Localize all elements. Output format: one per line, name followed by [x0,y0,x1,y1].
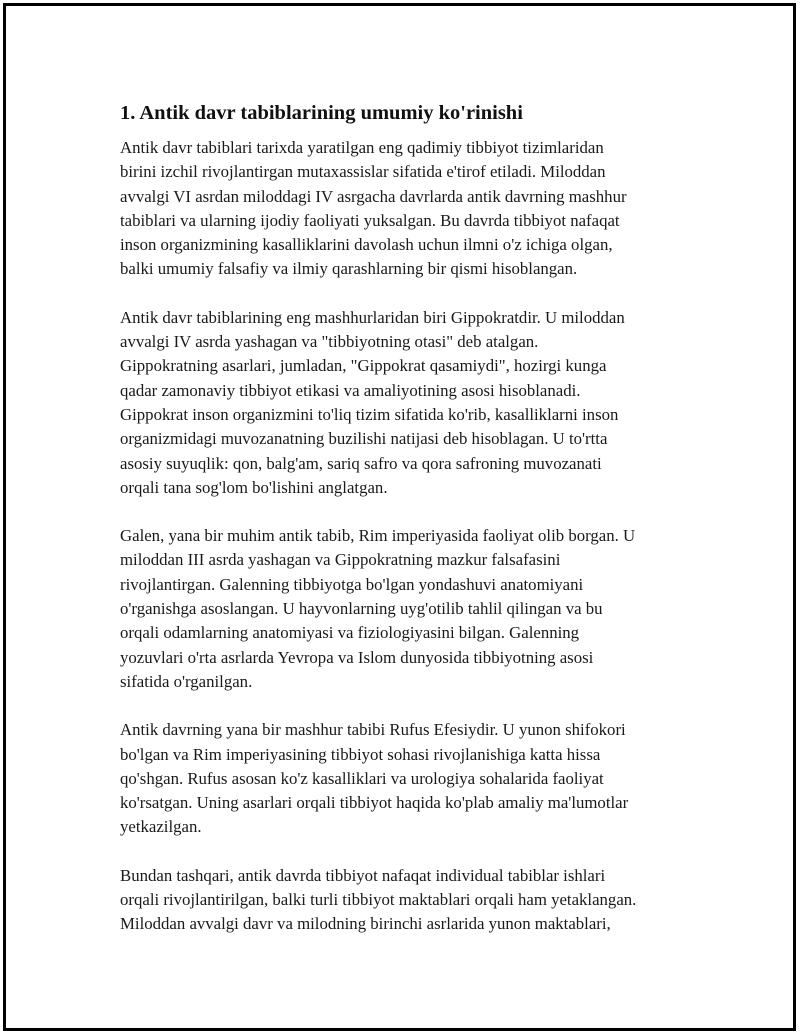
paragraph-line: qadar zamonaviy tibbiyot etikasi va amaliyotining asosi hisoblanadi. [120,380,581,400]
paragraph [120,524,700,694]
paragraph-line: ko'rsatgan. Uning asarlari orqali tibbiyot haqida ko'plab amaliy ma'lumotlar [120,793,629,813]
paragraph-list [120,136,700,937]
document-body [120,100,700,961]
paragraph-line: o'rganishga asoslangan. U hayvonlarning uyg'otilib tahlil qilingan va bu [120,599,603,619]
paragraph-line: Galen, yana bir muhim antik tabib, Rim imperiyasida faoliyat olib borgan. U [120,526,636,546]
page-frame [3,3,796,1031]
paragraph-line: Antik davr tabiblari tarixda yaratilgan eng qadimiy tibbiyot tizimlaridan [120,138,604,157]
paragraph [120,718,700,839]
paragraph [120,306,700,500]
paragraph-line: orqali tana sog'lom bo'lishini anglatgan. [120,477,388,497]
paragraph-line: Gippokratning asarlari, jumladan, "Gippokrat qasamiydi", hozirgi kunga [120,356,607,376]
paragraph-line: sifatida o'rganilgan. [120,671,253,691]
paragraph-line: miloddan III asrda yashagan va Gippokratning mazkur falsafasini [120,550,561,570]
paragraph-line: orqali rivojlantirilgan, balki turli tibbiyot maktablari orqali ham yetaklangan. [120,890,637,910]
paragraph-line: yetkazilgan. [120,817,202,837]
section-heading: 1. Antik davr tabiblarining umumiy ko'rinishi [120,102,523,124]
paragraph-line: Antik davr tabiblarining eng mashhurlaridan biri Gippokratdir. U miloddan [120,307,625,327]
paragraph-line: orqali odamlarning anatomiyasi va fiziologiyasini bilgan. Galenning [120,623,580,643]
paragraph-line: Miloddan avvalgi davr va milodning birinchi asrlarida yunon maktablari, [120,914,611,934]
paragraph [120,864,700,937]
paragraph-line: balki umumiy falsafiy va ilmiy qarashlarning bir qismi hisoblangan. [120,259,578,279]
paragraph-line: asosiy suyuqlik: qon, balg'am, sariq safro va qora safroning muvozanati [120,453,602,473]
paragraph-line: avvalgi VI asrdan miloddagi IV asrgacha davrlarda antik davrning mashhur [120,186,627,206]
paragraph [120,136,700,282]
paragraph-line: Antik davrning yana bir mashhur tabibi Rufus Efesiydir. U yunon shifokori [120,720,626,740]
paragraph-line: avvalgi IV asrda yashagan va "tibbiyotning otasi" deb atalgan. [120,332,539,352]
paragraph-line: birini izchil rivojlantirgan mutaxassislar sifatida e'tirof etiladi. Miloddan [120,162,606,182]
paragraph-line: tabiblari va ularning ijodiy faoliyati yuksalgan. Bu davrda tibbiyot nafaqat [120,210,620,230]
paragraph-line: bo'lgan va Rim imperiyasining tibbiyot sohasi rivojlanishiga katta hissa [120,744,601,764]
paragraph-line: Bundan tashqari, antik davrda tibbiyot nafaqat individual tabiblar ishlari [120,865,606,885]
paragraph-line: qo'shgan. Rufus asosan ko'z kasalliklari va urologiya sohalarida faoliyat [120,768,604,788]
paragraph-line: organizmidagi muvozanatning buzilishi natijasi deb hisoblagan. U to'rtta [120,429,608,449]
paragraph-line: inson organizmining kasalliklarini davolash uchun ilmni o'z ichiga olgan, [120,235,613,255]
paragraph-line: Gippokrat inson organizmini to'liq tizim sifatida ko'rib, kasalliklarni inson [120,404,619,424]
paragraph-line: rivojlantirgan. Galenning tibbiyotga bo'lgan yondashuvi anatomiyani [120,574,584,594]
paragraph-line: yozuvlari o'rta asrlarda Yevropa va Islom dunyosida tibbiyotning asosi [120,647,594,667]
